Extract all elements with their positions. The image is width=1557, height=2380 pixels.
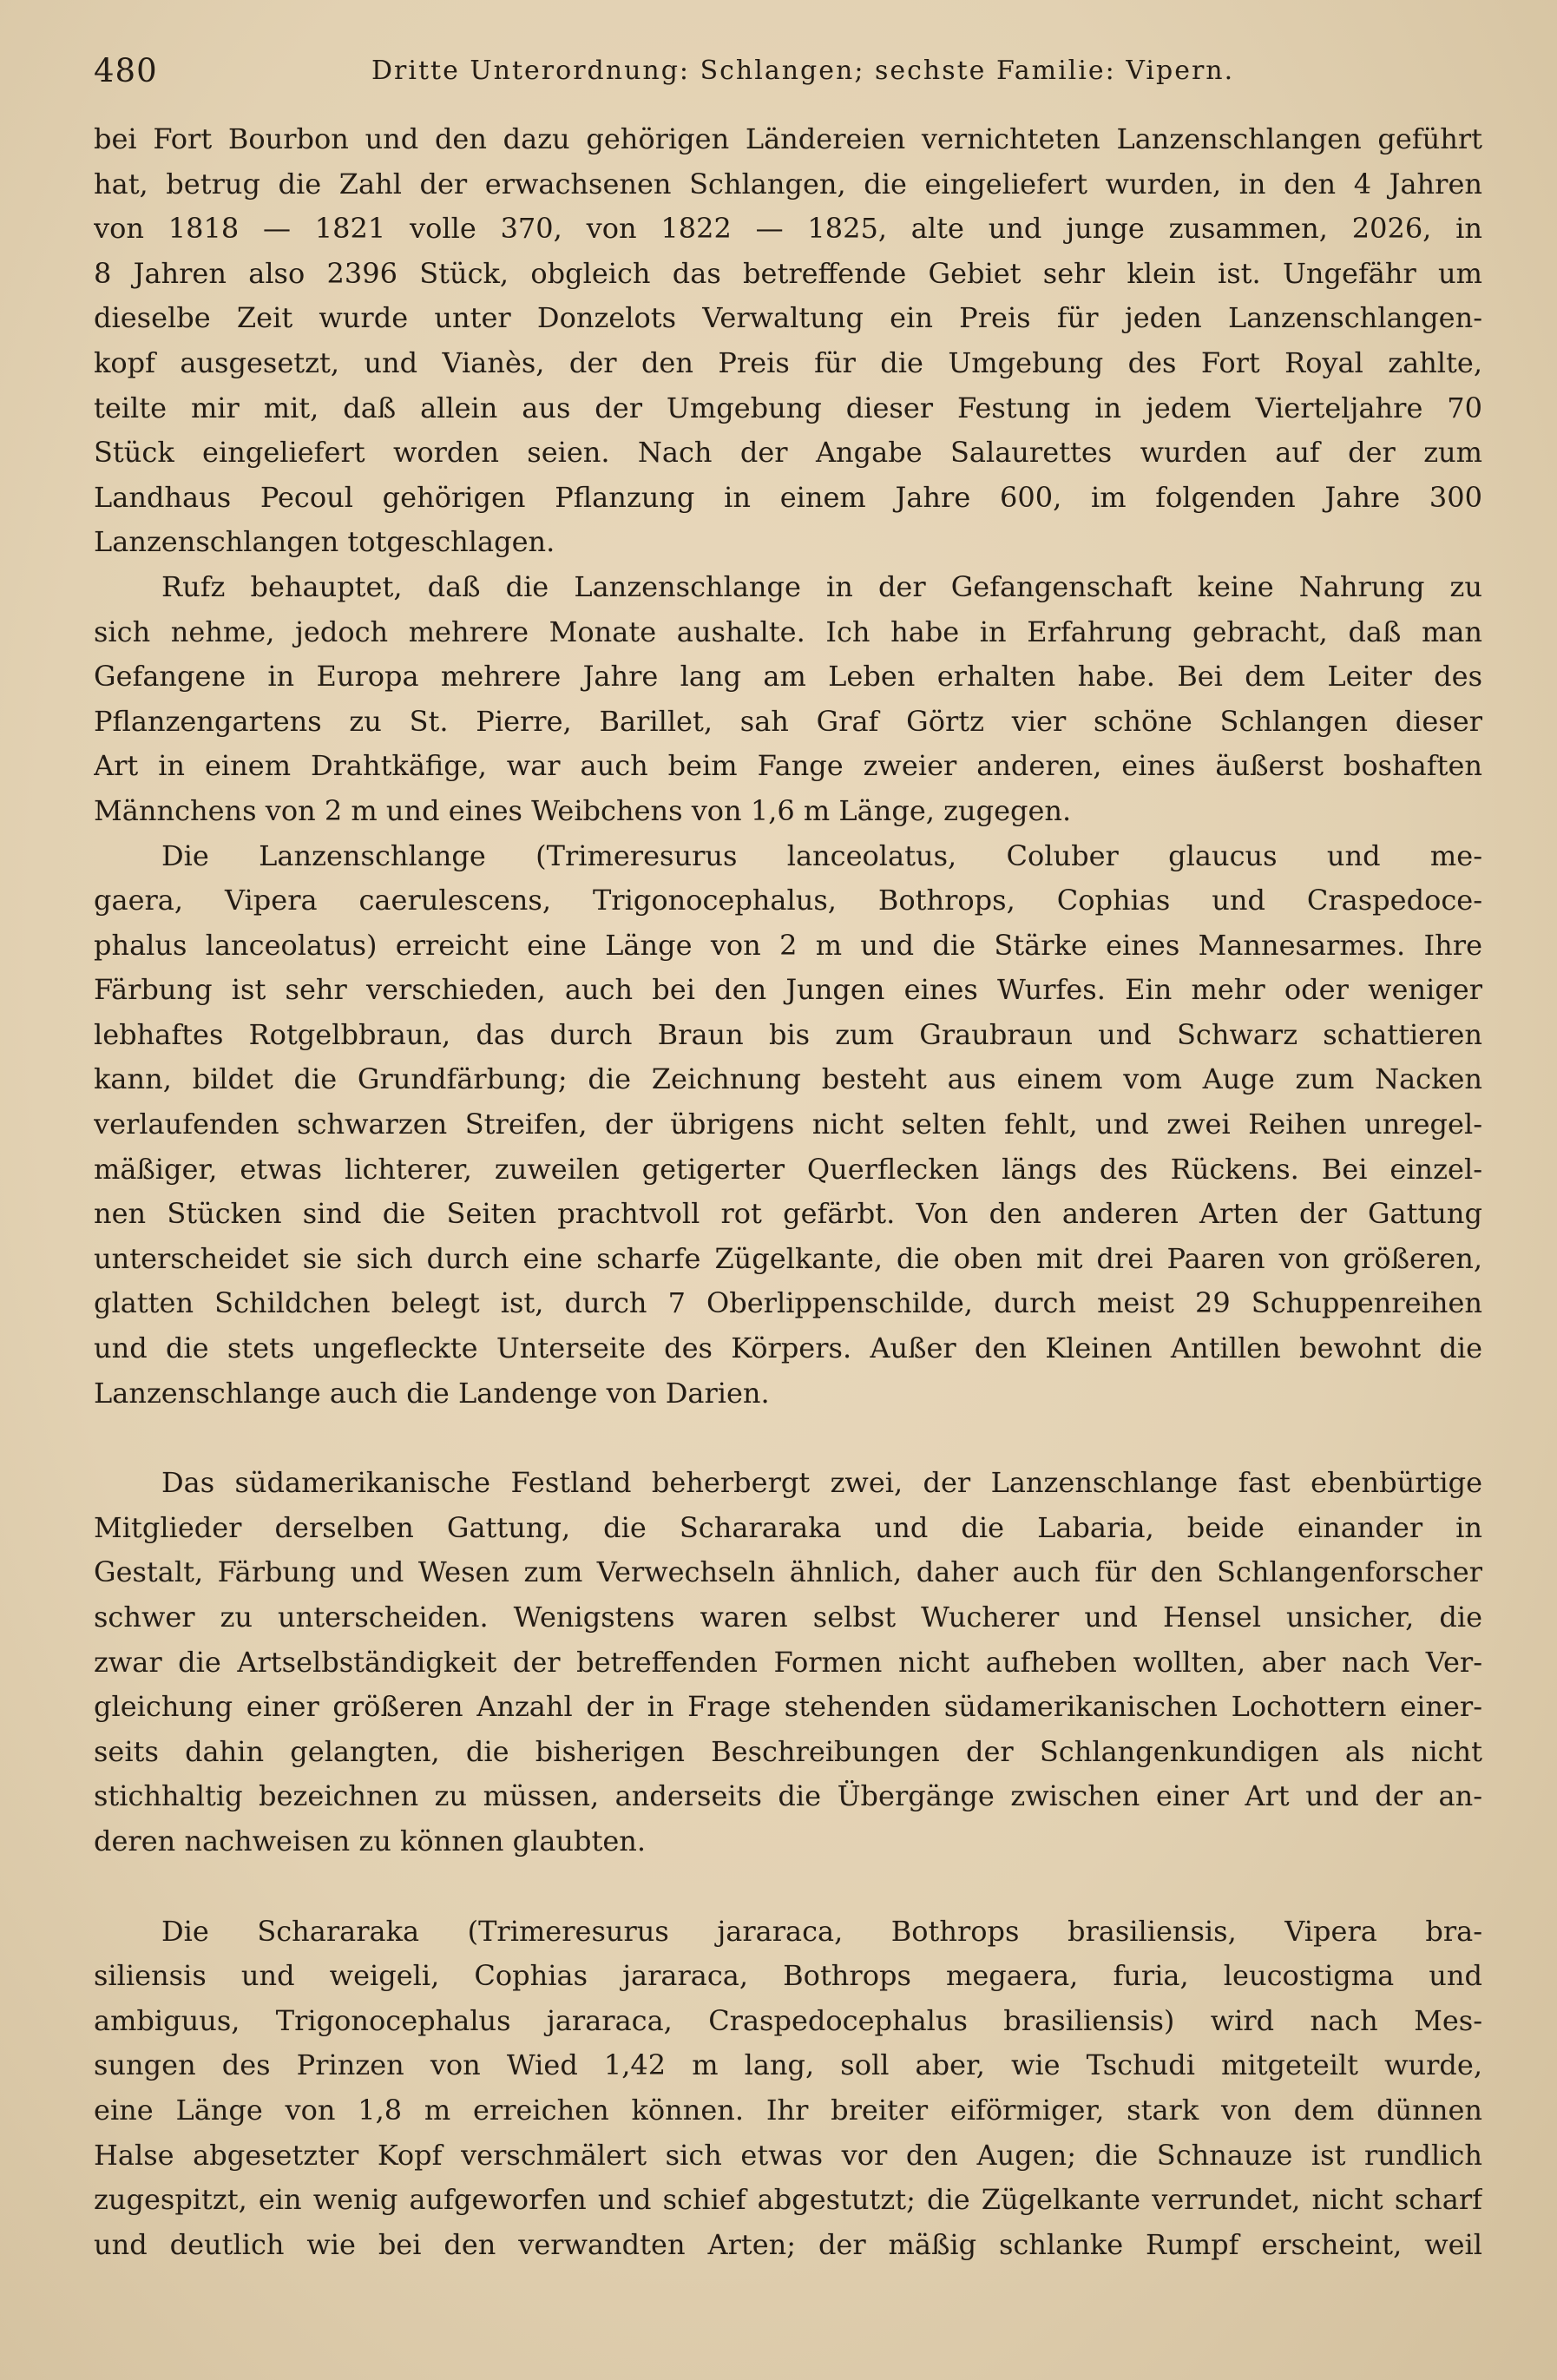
text-line: Das südamerikanische Festland beherbergt zwei, der Lanzenschlange fast ebenbürtige [161, 1466, 1482, 1500]
paragraph [94, 565, 1482, 834]
text-line: Mitglieder derselben Gattung, die Schararaka und die Labaria, beide einander in [94, 1510, 1482, 1544]
text-line: mäßiger, etwas lichterer, zuweilen getigerter Querflecken längs des Rückens. Bei einzel- [94, 1152, 1482, 1186]
text-line: bei Fort Bourbon und den dazu gehörigen Ländereien vernichteten Lanzenschlangen geführt [94, 122, 1482, 155]
page-header [94, 52, 1491, 95]
text-line: Lanzenschlangen totgeschlagen. [94, 525, 555, 559]
paragraph [94, 1461, 1482, 1864]
text-line: stichhaltig bezeichnen zu müssen, anderseits die Übergänge zwischen einer Art und der an- [94, 1779, 1482, 1813]
text-line: verlaufenden schwarzen Streifen, der übrigens nicht selten fehlt, und zwei Reihen unregel- [94, 1108, 1482, 1141]
text-line: schwer zu unterscheiden. Wenigstens waren selbst Wucherer und Hensel unsicher, die [94, 1601, 1482, 1634]
text-line: Die Lanzenschlange (Trimeresurus lanceolatus, Coluber glaucus und me- [161, 838, 1482, 872]
text-line: gleichung einer größeren Anzahl der in Frage stehenden südamerikanischen Lochottern einer- [94, 1690, 1482, 1724]
text-line: siliensis und weigeli, Cophias jararaca, Bothrops megaera, furia, leucostigma und [94, 1959, 1482, 1993]
text-line: Lanzenschlange auch die Landenge von Darien. [94, 1376, 770, 1410]
text-line: unterscheidet sie sich durch eine scharfe Zügelkante, die oben mit drei Paaren von größeren, [94, 1241, 1482, 1275]
text-line: kann, bildet die Grundfärbung; die Zeichnung besteht aus einem vom Auge zum Nacken [94, 1062, 1482, 1096]
text-line: Die Schararaka (Trimeresurus jararaca, Bothrops brasiliensis, Vipera bra- [161, 1914, 1482, 1948]
text-line: Landhaus Pecoul gehörigen Pflanzung in einem Jahre 600, im folgenden Jahre 300 [94, 480, 1482, 514]
running-head: Dritte Unterordnung: Schlangen; sechste Familie: Vipern. [371, 56, 1235, 86]
text-line: Pflanzengartens zu St. Pierre, Barillet, sah Graf Görtz vier schöne Schlangen dieser [94, 704, 1482, 738]
section-gap [94, 1416, 1482, 1461]
text-line: Halse abgesetzter Kopf verschmälert sich etwas vor den Augen; die Schnauze ist rundlich [94, 2138, 1482, 2172]
text-line: eine Länge von 1,8 m erreichen können. Ihr breiter eiförmiger, stark von dem dünnen [94, 2093, 1482, 2127]
text-line: zugespitzt, ein wenig aufgeworfen und schief abgestutzt; die Zügelkante verrundet, nicht scharf [94, 2183, 1482, 2217]
text-line: lebhaftes Rotgelbbraun, das durch Braun bis zum Graubraun und Schwarz schattieren [94, 1017, 1482, 1051]
text-line: sich nehme, jedoch mehrere Monate aushalte. Ich habe in Erfahrung gebracht, daß man [94, 615, 1482, 648]
paragraph [94, 1910, 1482, 2268]
text-line: 8 Jahren also 2396 Stück, obgleich das betreffende Gebiet sehr klein ist. Ungefähr um [94, 256, 1482, 290]
paragraph [94, 834, 1482, 1417]
text-line: seits dahin gelangten, die bisherigen Beschreibungen der Schlangenkundigen als nicht [94, 1734, 1482, 1768]
text-line: und die stets ungefleckte Unterseite des Körpers. Außer den Kleinen Antillen bewohnt die [94, 1331, 1482, 1365]
text-line: Männchens von 2 m und eines Weibchens von 1,6 m Länge, zugegen. [94, 793, 1072, 827]
text-line: kopf ausgesetzt, und Vianès, der den Preis für die Umgebung des Fort Royal zahlte, [94, 345, 1482, 379]
text-line: nen Stücken sind die Seiten prachtvoll rot gefärbt. Von den anderen Arten der Gattung [94, 1197, 1482, 1231]
text-line: deren nachweisen zu können glaubten. [94, 1824, 647, 1857]
page-number: 480 [94, 52, 158, 89]
text-line: Färbung ist sehr verschieden, auch bei den Jungen eines Wurfes. Ein mehr oder weniger [94, 973, 1482, 1007]
text-line: teilte mir mit, daß allein aus der Umgebung dieser Festung in jedem Vierteljahre 70 [94, 391, 1482, 424]
text-line: sungen des Prinzen von Wied 1,42 m lang, soll aber, wie Tschudi mitgeteilt wurde, [94, 2048, 1482, 2082]
text-line: hat, betrug die Zahl der erwachsenen Schlangen, die eingeliefert wurden, in den 4 Jahren [94, 167, 1482, 201]
section-gap [94, 1864, 1482, 1910]
text-line: glatten Schildchen belegt ist, durch 7 Oberlippenschilde, durch meist 29 Schuppenreihen [94, 1286, 1482, 1320]
text-line: Gestalt, Färbung und Wesen zum Verwechseln ähnlich, daher auch für den Schlangenforscher [94, 1555, 1482, 1589]
paragraph [94, 117, 1482, 565]
text-line: von 1818 — 1821 volle 370, von 1822 — 1825, alte und junge zusammen, 2026, in [94, 212, 1482, 246]
text-line: phalus lanceolatus) erreicht eine Länge von 2 m und die Stärke eines Mannesarmes. Ihre [94, 928, 1482, 962]
text-line: und deutlich wie bei den verwandten Arten; der mäßig schlanke Rumpf erscheint, weil [94, 2227, 1482, 2261]
text-line: ambiguus, Trigonocephalus jararaca, Craspedocephalus brasiliensis) wird nach Mes- [94, 2003, 1482, 2037]
text-line: Rufz behauptet, daß die Lanzenschlange in der Gefangenschaft keine Nahrung zu [161, 569, 1482, 603]
text-line: Art in einem Drahtkäfige, war auch beim Fange zweier anderen, eines äußerst boshaften [94, 749, 1482, 783]
text-line: gaera, Vipera caerulescens, Trigonocephalus, Bothrops, Cophias und Craspedoce- [94, 884, 1482, 917]
text-line: Gefangene in Europa mehrere Jahre lang am Leben erhalten habe. Bei dem Leiter des [94, 660, 1482, 694]
text-line: dieselbe Zeit wurde unter Donzelots Verwaltung ein Preis für jeden Lanzenschlangen- [94, 301, 1482, 335]
text-line: zwar die Artselbständigkeit der betreffenden Formen nicht aufheben wollten, aber nach Ver- [94, 1645, 1482, 1679]
body-text [94, 117, 1482, 2267]
text-line: Stück eingeliefert worden seien. Nach der Angabe Salaurettes wurden auf der zum [94, 436, 1482, 470]
